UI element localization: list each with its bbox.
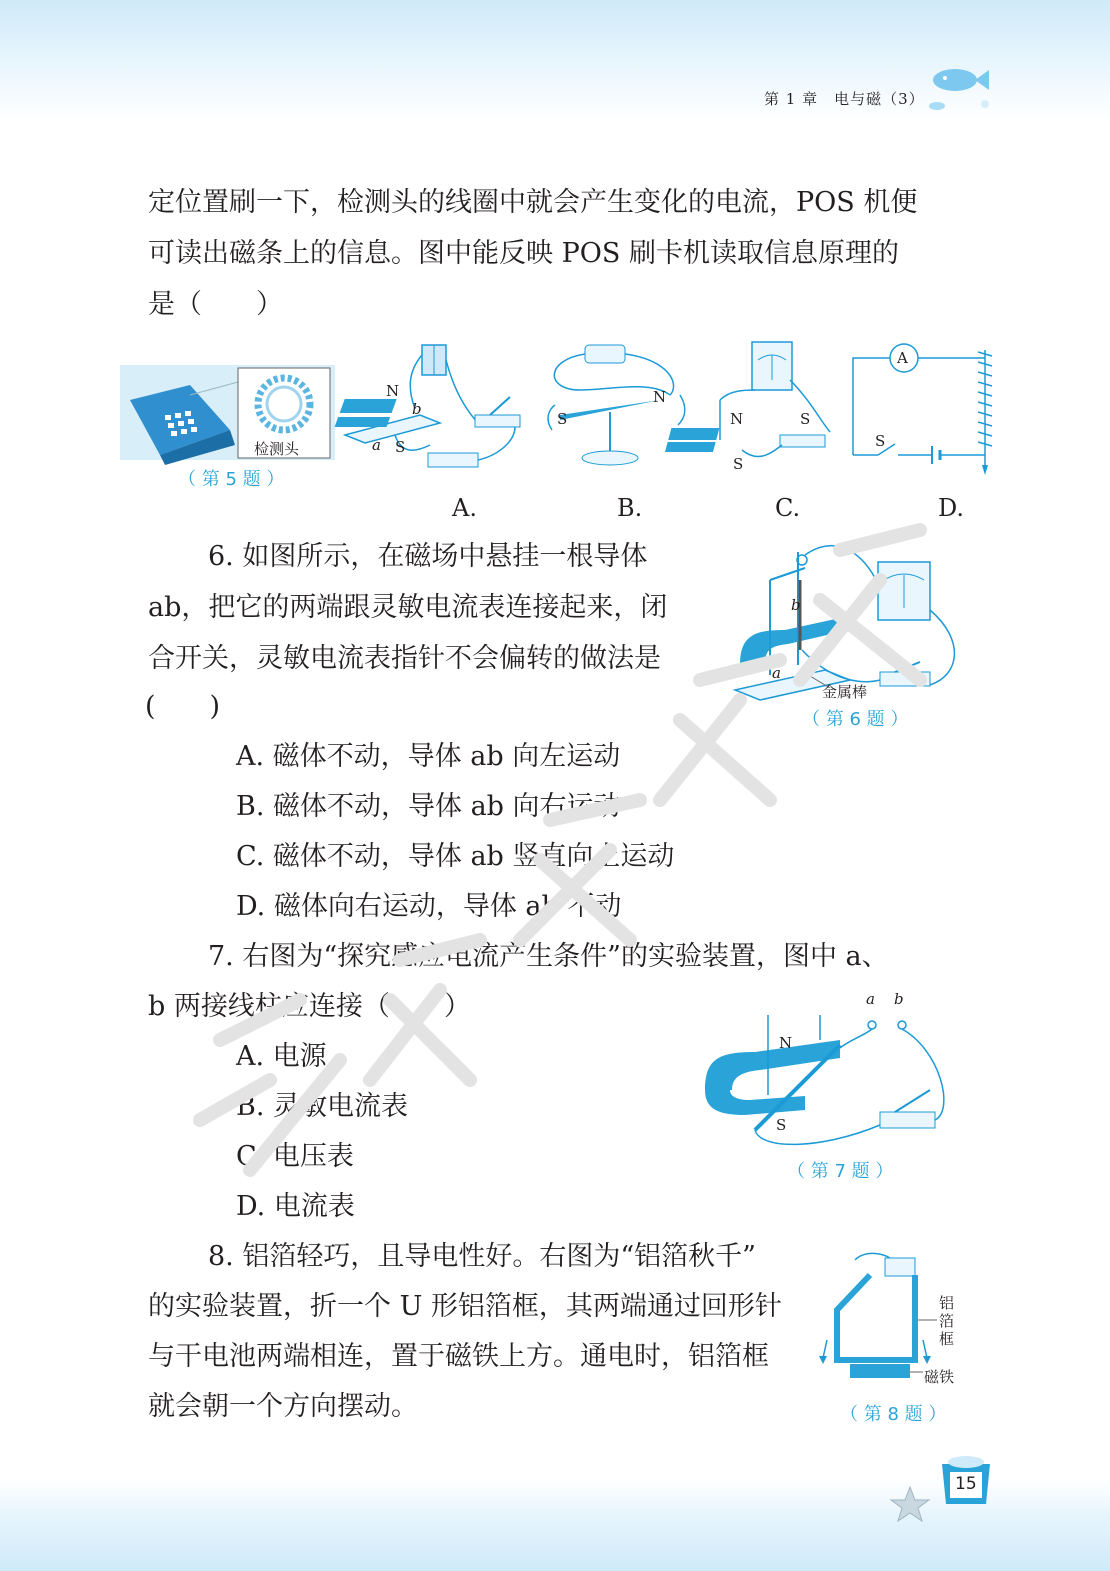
q5d-ammeter-label: A bbox=[897, 349, 908, 367]
q8-line-2: 的实验装置，折一个 U 形铝箔框，其两端通过回形针 bbox=[148, 1291, 782, 1322]
q6-line-4: ( ) bbox=[145, 691, 221, 722]
page-number: 15 bbox=[955, 1474, 977, 1494]
q5c-label-s2: S bbox=[733, 455, 744, 473]
q7-label-b: b bbox=[894, 990, 904, 1008]
q5-option-d: D. bbox=[938, 494, 965, 522]
pos-machine-photo bbox=[120, 360, 340, 465]
q7-label-s: S bbox=[776, 1116, 787, 1134]
q5b-label-s: S bbox=[557, 410, 568, 428]
starfish-icon bbox=[885, 1485, 935, 1525]
q5-option-b: B. bbox=[617, 494, 643, 522]
q5-figure-c bbox=[690, 340, 850, 480]
q6-rod-label: 金属棒 bbox=[822, 683, 868, 701]
q5-line-3: 是（ ） bbox=[148, 289, 283, 320]
q7-line-1: 7. 右图为“探究感应电流产生条件”的实验装置，图中 a、 bbox=[208, 941, 889, 972]
q7-option-d: D. 电流表 bbox=[236, 1191, 355, 1222]
q6-option-d: D. 磁体向右运动，导体 ab 不动 bbox=[236, 891, 622, 922]
q5-line-1: 定位置刷一下，检测头的线圈中就会产生变化的电流，POS 机便 bbox=[148, 187, 918, 218]
q6-line-3: 合开关，灵敏电流表指针不会偏转的做法是 bbox=[148, 643, 661, 674]
q5a-label-b: b bbox=[412, 400, 422, 418]
q5-figure-d bbox=[850, 340, 1000, 480]
q7-label-n: N bbox=[779, 1034, 793, 1052]
chapter-header: 第 1 章 电与磁（3） bbox=[764, 90, 925, 108]
q5d-switch-label: S bbox=[875, 432, 886, 450]
q5-option-a: A. bbox=[452, 494, 477, 522]
q5a-label-s: S bbox=[395, 438, 406, 456]
q8-line-3: 与干电池两端相连，置于磁铁上方。通电时，铝箔框 bbox=[148, 1341, 769, 1372]
q6-option-a: A. 磁体不动，导体 ab 向左运动 bbox=[236, 741, 621, 772]
q5-figure-a bbox=[340, 335, 530, 485]
q5-caption: （ 第 5 题 ） bbox=[178, 469, 285, 490]
q6-option-c: C. 磁体不动，导体 ab 竖直向上运动 bbox=[236, 841, 675, 872]
q5a-label-n: N bbox=[386, 382, 400, 400]
q5c-label-n: N bbox=[730, 410, 744, 428]
q7-caption: （ 第 7 题 ） bbox=[787, 1161, 894, 1182]
detector-label: 检测头 bbox=[254, 440, 300, 458]
q5b-label-n: N bbox=[653, 388, 667, 406]
q7-label-a: a bbox=[866, 990, 875, 1008]
q6-line-1: 6. 如图所示，在磁场中悬挂一根导体 bbox=[208, 541, 648, 572]
fish-icon bbox=[915, 62, 995, 122]
q8-caption: （ 第 8 题 ） bbox=[840, 1404, 947, 1425]
q6-label-b: b bbox=[791, 596, 801, 614]
q6-caption: （ 第 6 题 ） bbox=[802, 709, 909, 730]
q5c-label-s1: S bbox=[800, 410, 811, 428]
q7-figure bbox=[700, 1000, 960, 1150]
q7-option-b: B. 灵敏电流表 bbox=[236, 1091, 409, 1122]
q8-magnet-label: 磁铁 bbox=[924, 1368, 955, 1386]
q5-line-2: 可读出磁条上的信息。图中能反映 POS 刷卡机读取信息原理的 bbox=[148, 238, 899, 269]
q5a-label-a: a bbox=[372, 436, 381, 454]
q8-line-1: 8. 铝箔轻巧，且导电性好。右图为“铝箔秋千” bbox=[208, 1241, 756, 1272]
q6-option-b: B. 磁体不动，导体 ab 向右运动 bbox=[236, 791, 621, 822]
q8-frame-label: 铝箔框 bbox=[939, 1294, 955, 1348]
q7-line-2: b 两接线柱应连接（ ） bbox=[148, 991, 471, 1022]
q7-option-a: A. 电源 bbox=[236, 1041, 327, 1072]
q7-option-c: C. 电压表 bbox=[236, 1141, 354, 1172]
q8-line-4: 就会朝一个方向摆动。 bbox=[148, 1391, 418, 1422]
q6-line-2: ab，把它的两端跟灵敏电流表连接起来，闭 bbox=[148, 592, 668, 623]
q5-option-c: C. bbox=[775, 494, 801, 522]
q6-label-a: a bbox=[772, 664, 781, 682]
